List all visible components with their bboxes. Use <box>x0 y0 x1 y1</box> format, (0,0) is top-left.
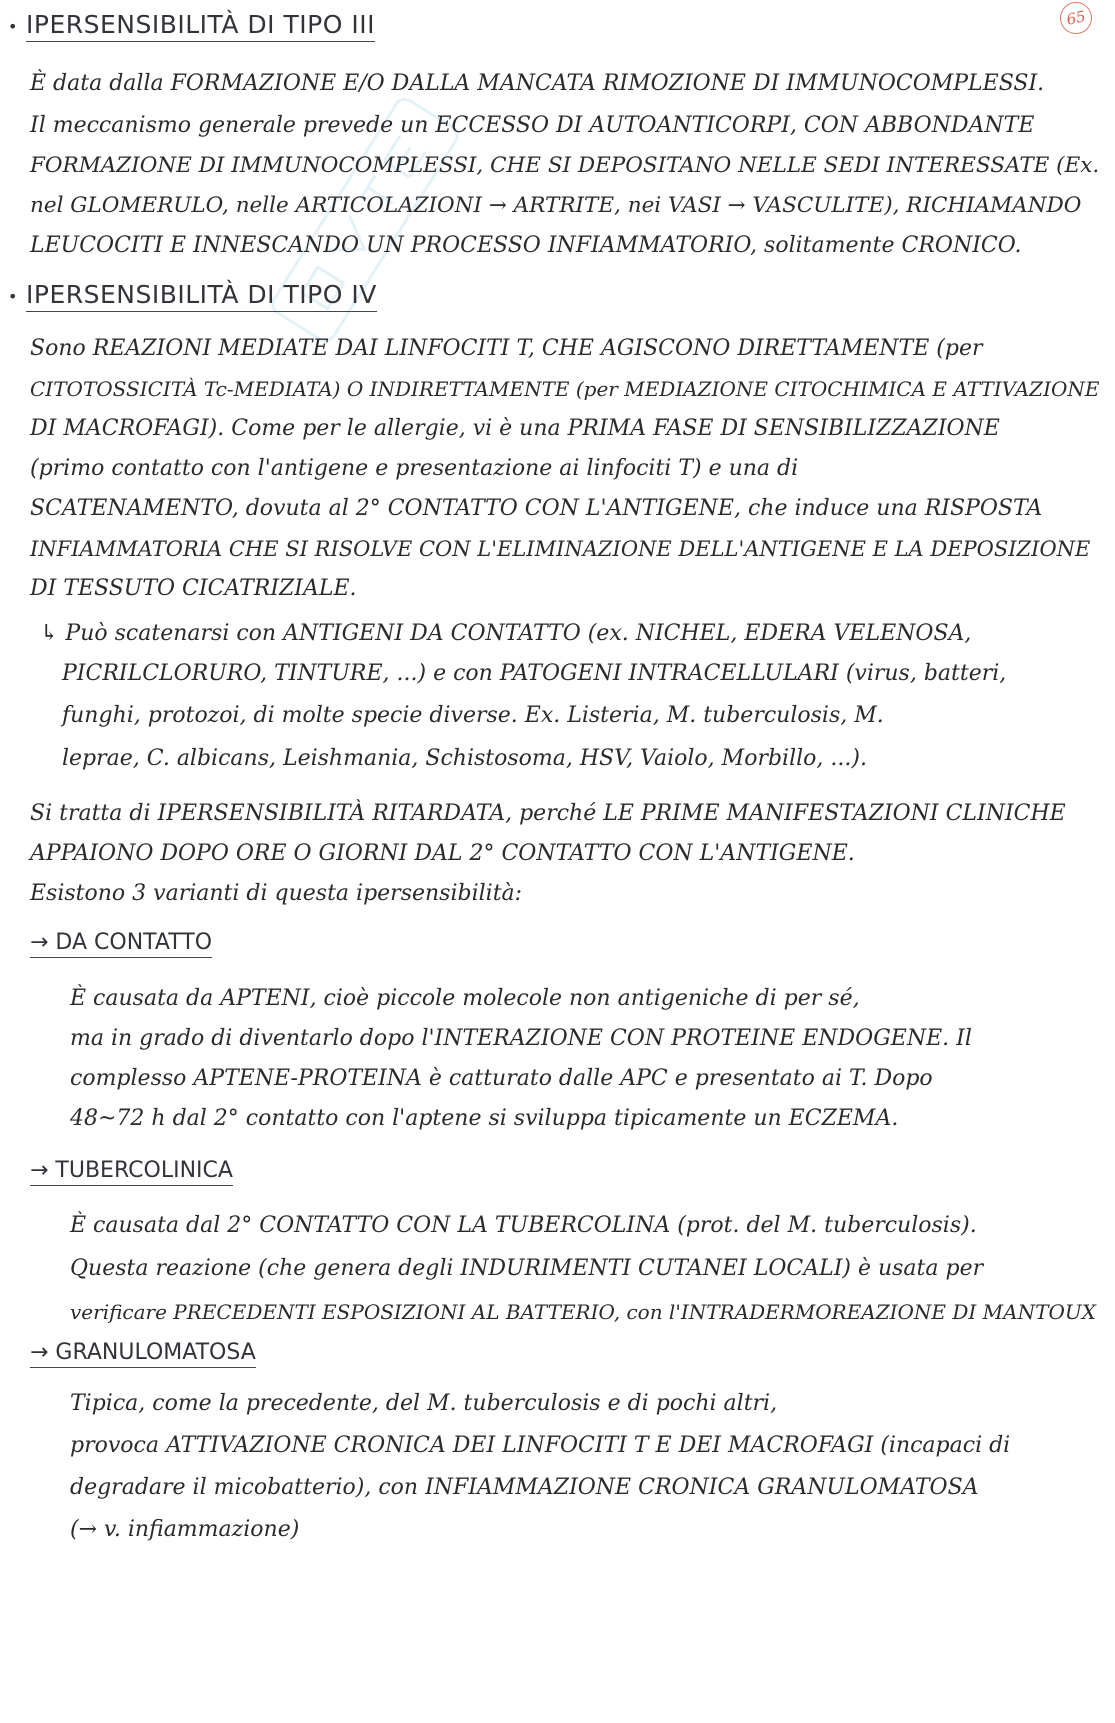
variant-title: → GRANULOMATOSA <box>30 1340 256 1368</box>
text-line: È data dalla FORMAZIONE E/O DALLA MANCATA RIMOZIONE DI IMMUNOCOMPLESSI. <box>30 71 1045 96</box>
text-line: nel GLOMERULO, nelle ARTICOLAZIONI → ARTRITE, nei VASI → VASCULITE), RICHIAMANDO <box>30 193 1082 218</box>
variant-title: → DA CONTATTO <box>30 930 212 958</box>
text-line: verificare PRECEDENTI ESPOSIZIONI AL BATTERIO, con l'INTRADERMOREAZIONE DI MANTOUX <box>70 1300 1096 1324</box>
variant-heading <box>30 1340 256 1365</box>
text-line: (→ v. infiammazione) <box>70 1517 300 1542</box>
text-line: INFIAMMATORIA CHE SI RISOLVE CON L'ELIMINAZIONE DELL'ANTIGENE E LA DEPOSIZIONE <box>30 537 1091 561</box>
text-line: ma in grado di diventarlo dopo l'INTERAZIONE CON PROTEINE ENDOGENE. Il <box>70 1026 972 1051</box>
text-line: Esistono 3 varianti di questa ipersensibilità: <box>30 881 523 906</box>
variant-heading <box>30 930 212 955</box>
text-line: È causata da APTENI, cioè piccole molecole non antigeniche di per sé, <box>70 986 860 1011</box>
text-line: provoca ATTIVAZIONE CRONICA DEI LINFOCITI T E DEI MACROFAGI (incapaci di <box>70 1433 1011 1458</box>
text-line: (primo contatto con l'antigene e presentazione ai linfociti T) e una di <box>30 456 799 481</box>
bullet-icon: • <box>8 16 18 36</box>
text-line: complesso APTENE-PROTEINA è catturato dalle APC e presentato ai T. Dopo <box>70 1066 933 1091</box>
text-line: Sono REAZIONI MEDIATE DAI LINFOCITI T, CHE AGISCONO DIRETTAMENTE (per <box>30 336 983 361</box>
text-line: ↳ Può scatenarsi con ANTIGENI DA CONTATTO (ex. NICHEL, EDERA VELENOSA, <box>40 621 972 646</box>
text-line: CITOTOSSICITÀ Tc-MEDIATA) O INDIRETTAMENTE (per MEDIAZIONE CITOCHIMICA E ATTIVAZIONE <box>30 377 1100 401</box>
text-line: degradare il micobatterio), con INFIAMMAZIONE CRONICA GRANULOMATOSA <box>70 1475 979 1500</box>
text-line: LEUCOCITI E INNESCANDO UN PROCESSO INFIAMMATORIO, solitamente CRONICO. <box>30 233 1022 258</box>
text-line: DI TESSUTO CICATRIZIALE. <box>30 576 357 601</box>
variant-title: → TUBERCOLINICA <box>30 1158 233 1186</box>
text-line: leprae, C. albicans, Leishmania, Schistosoma, HSV, Vaiolo, Morbillo, ...). <box>62 746 867 771</box>
variant-heading <box>30 1158 233 1183</box>
text-line: Il meccanismo generale prevede un ECCESSO DI AUTOANTICORPI, CON ABBONDANTE <box>30 113 1035 138</box>
text-line: APPAIONO DOPO ORE O GIORNI DAL 2° CONTATTO CON L'ANTIGENE. <box>30 841 855 866</box>
text-line: funghi, protozoi, di molte specie diverse. Ex. Listeria, M. tuberculosis, M. <box>62 703 884 728</box>
text-line: Si tratta di IPERSENSIBILITÀ RITARDATA, perché LE PRIME MANIFESTAZIONI CLINICHE <box>30 801 1066 826</box>
text-line: Questa reazione (che genera degli INDURIMENTI CUTANEI LOCALI) è usata per <box>70 1256 984 1281</box>
heading-tipo-iv <box>8 280 377 309</box>
section-title: IPERSENSIBILITÀ DI TIPO IV <box>26 280 377 312</box>
bullet-icon: • <box>8 286 18 306</box>
page-number: 65 <box>1057 0 1095 37</box>
text-line: DI MACROFAGI). Come per le allergie, vi è una PRIMA FASE DI SENSIBILIZZAZIONE <box>30 416 1000 441</box>
text-line: È causata dal 2° CONTATTO CON LA TUBERCOLINA (prot. del M. tuberculosis). <box>70 1213 977 1238</box>
text-line: 48~72 h dal 2° contatto con l'aptene si sviluppa tipicamente un ECZEMA. <box>70 1106 899 1131</box>
text-line: Tipica, come la precedente, del M. tuberculosis e di pochi altri, <box>70 1391 778 1416</box>
text-line: FORMAZIONE DI IMMUNOCOMPLESSI, CHE SI DEPOSITANO NELLE SEDI INTERESSATE (Ex. <box>30 153 1100 178</box>
section-title: IPERSENSIBILITÀ DI TIPO III <box>26 10 375 42</box>
text-line: SCATENAMENTO, dovuta al 2° CONTATTO CON L'ANTIGENE, che induce una RISPOSTA <box>30 496 1043 521</box>
text-line: PICRILCLORURO, TINTURE, ...) e con PATOGENI INTRACELLULARI (virus, batteri, <box>62 661 1007 686</box>
heading-tipo-iii <box>8 10 375 39</box>
